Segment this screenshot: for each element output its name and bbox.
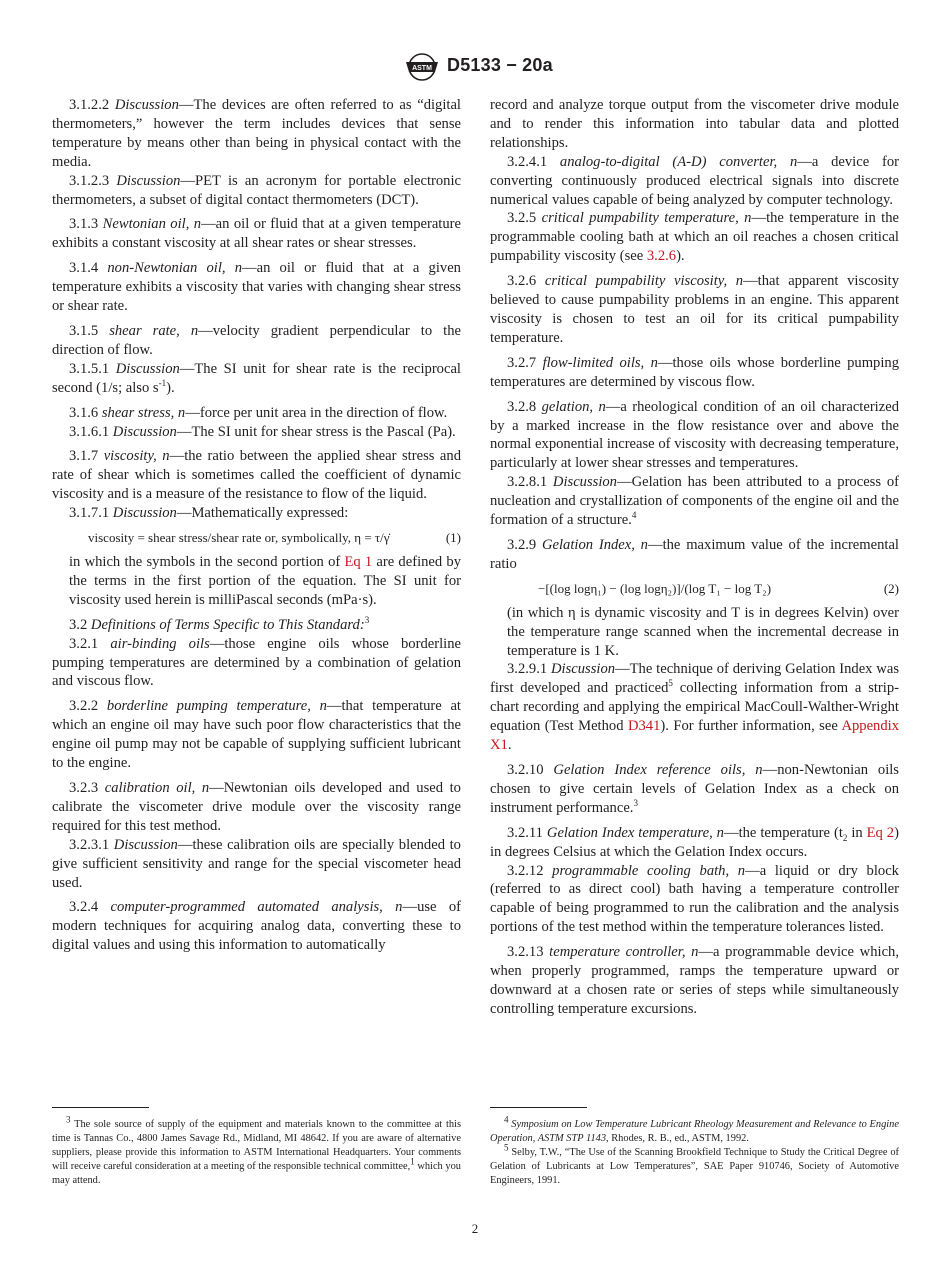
- section-3-1-5-1: 3.1.5.1 Discussion—The SI unit for shear rate is the reciprocal second (1/s; also $s^{-1}$).: [52, 360, 461, 396]
- section-3-2-11: 3.2.11 Gelation Index temperature, n—the temperature ($t_2$ in Eq 2) in degrees Celsius at which the Gelation Index occurs.: [490, 824, 899, 860]
- astm-logo-icon: [402, 52, 442, 82]
- svg-text:ASTM: ASTM: [412, 65, 432, 72]
- section-3-1-6: 3.1.6 shear stress, n—force per unit area in the direction of flow.: [69, 404, 448, 421]
- section-3-2-4: 3.2.4 computer-programmed automated analysis, n—use of modern techniques for acquiring analog data, converting these to digital values and using this information to automatically: [52, 899, 462, 954]
- footnote-4: $^4$ Symposium on Low Temperature Lubricant Rheology Measurement and Relevance to Engine Operation, ASTM STP 1143, Rhodes, R. B., ed., ASTM, 1992.: [490, 1114, 899, 1144]
- section-3-2-7: 3.2.7 flow-limited oils, n—those oils whose borderline pumping temperatures are determined by viscous flow.: [490, 354, 899, 390]
- section-3-2-10: 3.2.10 Gelation Index reference oils, n—non-Newtonian oils chosen to give certain levels of Gelation Index as a check on instrument performance.$^3$: [490, 762, 899, 816]
- section-3-1-2-3: 3.1.2.3 Discussion—PET is an acronym for portable electronic thermometers, a subset of digital contact thermometers (DCT).: [52, 172, 461, 208]
- equation-1-text: viscosity = shear stress/shear rate or, symbolically, η = τ/γ̇: [88, 530, 390, 546]
- section-3-2-9-1: 3.2.9.1 Discussion—The technique of deriving Gelation Index was first developed and practiced$^5$ collecting information from a strip-chart recording and applying the empirical MacCoull-Walther-Wright equation (Test Method D341). For further information, see Appendix X1.: [490, 661, 899, 754]
- left-column: [52, 96, 461, 955]
- eq-1-link[interactable]: Eq 1: [344, 554, 373, 571]
- section-3-1-7-1: 3.1.7.1 Discussion—Mathematically expressed:: [69, 505, 349, 522]
- section-3-2-5: 3.2.5 critical pumpability temperature, n—the temperature in the programmable cooling bath at which an oil reaches a chosen critical pumpability viscosity (see 3.2.6).: [490, 210, 899, 265]
- section-3-2-13: 3.2.13 temperature controller, n—a programmable device which, when properly programmed, ramps the temperature upward or downward at a chosen rate or series of steps while simultaneously controlling temperature excursions.: [490, 944, 899, 1017]
- section-3-1-4: 3.1.4 non-Newtonian oil, n—an oil or fluid that at a given temperature exhibits a viscosity that varies with changing shear stress or shear rate.: [52, 260, 461, 315]
- footnote-divider-left: [52, 1107, 149, 1108]
- section-3-2-6-link[interactable]: 3.2.6: [646, 248, 677, 265]
- equation-1-number: (1): [445, 530, 461, 546]
- section-3-2-9: 3.2.9 Gelation Index, n—the maximum value of the incremental ratio: [490, 536, 899, 572]
- equation-1-explanation-text: in which the symbols in the second portion of Eq 1 are defined by the terms in the first portion of the equation. The SI unit for viscosity used herein is milliPascal seconds (mPa·s).: [69, 554, 461, 608]
- section-3-2-4-continued: record and analyze torque output from the viscometer drive module and to render this information into tabular data and plotted relationships.: [490, 97, 899, 151]
- d341-link[interactable]: D341: [627, 718, 661, 735]
- section-3-2-3-1: 3.2.3.1 Discussion—these calibration oils are specially blended to give sufficient sensitivity and range for the special viscometer head used.: [52, 836, 461, 891]
- section-3-2-12: 3.2.12 programmable cooling bath, n—a liquid or dry block (referred to as direct cool) bath having a temperature controller capable of being programmed to run the calibration and the analysis portions of the test method within the temperature tolerances listed.: [490, 862, 899, 936]
- section-3-1-7: 3.1.7 viscosity, n—the ratio between the applied shear stress and rate of shear which is sometimes called the coefficient of dynamic viscosity and is a measure of the resistance to flow of the liquid.: [52, 448, 462, 503]
- section-3-2-8-1: 3.2.8.1 Discussion—Gelation has been attributed to a process of nucleation and crystallization of components of the engine oil and the formation of a structure.$^4$: [490, 474, 899, 529]
- equation-1: [52, 527, 461, 549]
- equation-2-explanation: [490, 604, 899, 661]
- equation-2-text: −[(log logη₁) − (log logη₂)]/(log T₁ − log T₂): [538, 580, 772, 596]
- footnote-divider-right: [490, 1107, 587, 1108]
- section-3-1-6-1: 3.1.6.1 Discussion—The SI unit for shear stress is the Pascal (Pa).: [69, 423, 456, 440]
- appendix-x1-link[interactable]: Appendix X1: [490, 718, 899, 754]
- right-column: [490, 96, 899, 1019]
- section-3-1-2-2: 3.1.2.2 Discussion—The devices are often referred to as “digital thermometers,” however the term includes devices that sense temperature by means other than being in physical contact with the media.: [52, 97, 461, 170]
- section-3-2: 3.2 Definitions of Terms Specific to This Standard:$^3$: [69, 614, 370, 633]
- section-3-1-3: 3.1.3 Newtonian oil, n—an oil or fluid that at a given temperature exhibits a constant viscosity at all shear rates or shear stresses.: [52, 216, 461, 252]
- equation-2-number: (2): [883, 580, 899, 596]
- footnote-5: $^5$ Selby, T.W., “The Use of the Scanning Brookfield Technique to Study the Critical Degree of Gelation of Lubricants at Low Temperatures”, SAE Paper 910746, Society of Automotive Engineers, 1991.: [490, 1142, 899, 1186]
- section-3-2-6: 3.2.6 critical pumpability viscosity, n—that apparent viscosity believed to cause pumpability problems in an engine. This apparent viscosity is chosen to test an oil for its critical pumpability temperature.: [490, 273, 899, 346]
- section-3-2-2: 3.2.2 borderline pumping temperature, n—that temperature at which an engine oil may have such poor flow characteristics that the engine oil pump may not be capable of supplying sufficient lubricant to the engine.: [52, 698, 461, 772]
- footnotes-right: [490, 1114, 899, 1188]
- page-number: 2: [471, 1221, 479, 1236]
- section-3-2-8: 3.2.8 gelation, n—a rheological condition of an oil characterized by a marked increase in the flow resistance over and above the normal exponential increase of viscosity with decreasing temperature, particularly at lower shear stresses and temperatures.: [490, 398, 899, 472]
- eq-2-link[interactable]: Eq 2: [866, 824, 895, 841]
- section-3-2-3: 3.2.3 calibration oil, n—Newtonian oils developed and used to calibrate the viscometer drive module over the viscosity range required for this test method.: [52, 780, 461, 834]
- equation-1-explanation: [52, 553, 461, 610]
- page-header: [0, 50, 950, 84]
- document-id: D5133 − 20a: [447, 55, 553, 75]
- footnote-3: $^3$ The sole source of supply of the equipment and materials known to the committee at this time is Tannas Co., 4800 James Savage Rd., Midland, MI 48642. If you are aware of alternative suppliers, please provide this information to ASTM International Headquarters. Your comments will receive careful consideration at a meeting of the responsible technical committee,$^1$ which you may attend.: [52, 1114, 461, 1186]
- section-3-1-5: 3.1.5 shear rate, n—velocity gradient perpendicular to the direction of flow.: [52, 322, 461, 358]
- section-3-2-1: 3.2.1 air-binding oils—those engine oils whose borderline pumping temperatures are determined by a combination of gelation and viscous flow.: [52, 635, 461, 690]
- equation-2: [490, 578, 899, 600]
- footnotes-left: [52, 1114, 461, 1188]
- section-3-2-4-1: 3.2.4.1 analog-to-digital (A-D) converter, n—a device for converting continuously produced electrical signals into discrete numerical values capable of being analyzed by computer technology.: [490, 153, 899, 208]
- equation-2-explanation-text: (in which η is dynamic viscosity and T is in degrees Kelvin) over the temperature range scanned when the incremental decrease in temperature is 1 K.: [507, 604, 899, 659]
